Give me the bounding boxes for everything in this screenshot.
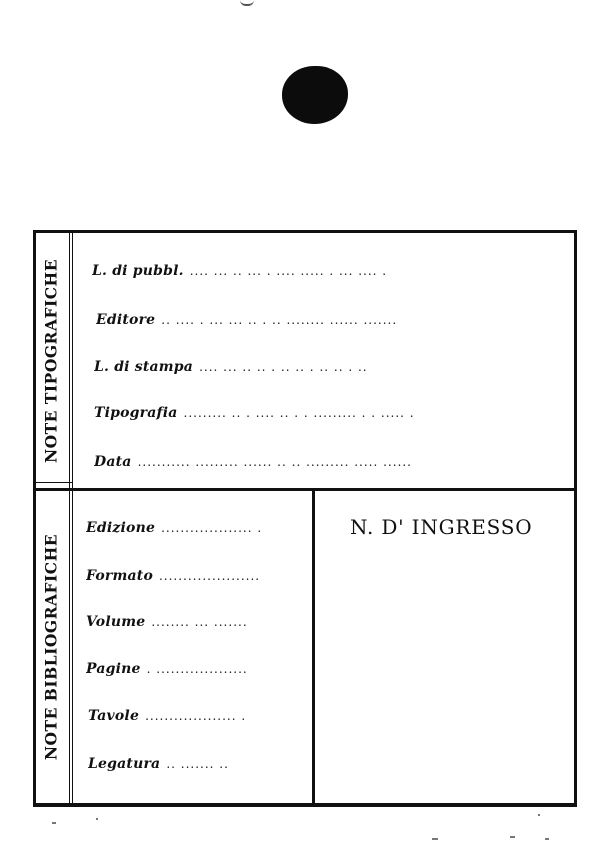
field-dots: .... ... .. .. . .. .. . .. .. . .. [199, 360, 368, 374]
field-data[interactable] [94, 454, 568, 470]
field-label: L. di stampa [94, 359, 194, 375]
field-tavole[interactable] [88, 708, 308, 724]
section-bibliografiche [36, 491, 66, 803]
scan-speck [538, 814, 540, 816]
section-label-bibliografiche: NOTE BIBLIOGRAFICHE [41, 533, 61, 761]
top-edge-mark [240, 0, 254, 6]
field-label: Legatura [88, 756, 161, 772]
field-legatura[interactable] [88, 756, 308, 772]
field-dots: ......... .. . .... .. . . ......... . . ..... . [183, 406, 415, 420]
ingresso-separator [312, 491, 315, 803]
field-edizione[interactable] [86, 520, 308, 536]
field-dots: .... ... .. ... . .... ..... . ... .... . [189, 264, 388, 278]
field-dots: .. ....... .. [166, 757, 229, 771]
field-volume[interactable] [86, 614, 308, 630]
field-dots: ................... . [145, 709, 247, 723]
catalog-card [33, 230, 577, 807]
field-dots: ..................... [158, 569, 261, 583]
field-label: Editore [96, 312, 156, 328]
field-luogo-pubblicazione[interactable] [92, 263, 568, 279]
field-luogo-stampa[interactable] [94, 359, 568, 375]
section-separator-left [36, 482, 72, 483]
field-label: Pagine [86, 661, 141, 677]
scan-speck [545, 838, 549, 840]
field-dots: ........... ......... ...... .. .. ......... ..... ...... [137, 455, 412, 469]
field-formato[interactable] [86, 568, 308, 584]
field-dots: . ................... [146, 662, 248, 676]
field-dots: ................... . [161, 521, 263, 535]
field-dots: .. .... . ... ... .. . .. ........ ...... ....... [161, 313, 398, 327]
field-label: Data [94, 454, 132, 470]
field-label: Tavole [88, 708, 140, 724]
section-separator [36, 488, 574, 491]
field-tipografia[interactable] [94, 405, 568, 421]
scan-speck [52, 822, 56, 824]
scan-speck [510, 836, 515, 838]
field-editore[interactable] [96, 312, 568, 328]
field-dots: ........ ... ....... [151, 615, 248, 629]
field-label: Tipografia [94, 405, 178, 421]
field-label: L. di pubbl. [92, 263, 184, 279]
scan-speck [96, 818, 98, 820]
numero-ingresso-label: N. D' INGRESSO [350, 515, 533, 539]
field-pagine[interactable] [86, 661, 308, 677]
punch-hole [282, 66, 348, 124]
field-label: Edizione [86, 520, 156, 536]
double-vertical-rule [69, 233, 73, 803]
section-tipografiche [36, 233, 66, 488]
field-label: Formato [86, 568, 153, 584]
scan-speck [432, 838, 438, 840]
section-label-tipografiche: NOTE TIPOGRAFICHE [41, 258, 61, 463]
field-label: Volume [86, 614, 146, 630]
